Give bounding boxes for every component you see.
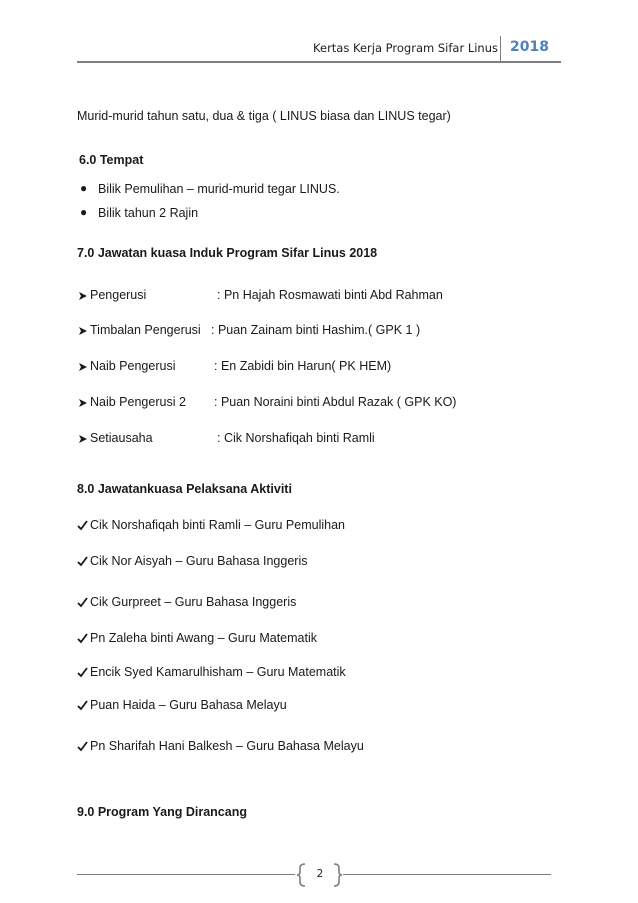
- committee-item: Encik Syed Kamarulhisham – Guru Matematik: [90, 665, 346, 679]
- committee-member: : Puan Zainam binti Hashim.( GPK 1 ): [211, 323, 421, 337]
- committee-role: Naib Pengerusi 2: [90, 395, 186, 409]
- checkmark-icon: [77, 597, 88, 608]
- arrow-bullet-icon: [78, 362, 88, 372]
- bullet-dot-icon: ●: [80, 181, 88, 195]
- checkmark-icon: [77, 700, 88, 711]
- committee-item: Pn Zaleha binti Awang – Guru Matematik: [90, 631, 317, 645]
- footer-rule-left: [77, 874, 295, 875]
- checkmark-icon: [77, 556, 88, 567]
- section-8-heading: 8.0 Jawatankuasa Pelaksana Aktiviti: [77, 482, 292, 496]
- committee-member: : Pn Hajah Rosmawati binti Abd Rahman: [217, 288, 443, 302]
- committee-item: Cik Gurpreet – Guru Bahasa Inggeris: [90, 595, 297, 609]
- page-header: [0, 0, 638, 70]
- checkmark-icon: [77, 741, 88, 752]
- section-7-heading: 7.0 Jawatan kuasa Induk Program Sifar Linus 2018: [77, 246, 378, 260]
- committee-member: : En Zabidi bin Harun( PK HEM): [214, 359, 392, 373]
- section-9-heading: 9.0 Program Yang Dirancang: [77, 805, 247, 819]
- checkmark-icon: [77, 520, 88, 531]
- arrow-bullet-icon: [78, 291, 88, 301]
- header-title: Kertas Kerja Program Sifar Linus: [313, 41, 498, 55]
- committee-role: Setiausaha: [90, 431, 153, 445]
- arrow-bullet-icon: [78, 434, 88, 444]
- bullet-dot-icon: ●: [80, 205, 88, 219]
- header-year: 2018: [510, 39, 549, 55]
- committee-item: Puan Haida – Guru Bahasa Melayu: [90, 698, 287, 712]
- intro-text: Murid-murid tahun satu, dua & tiga ( LINUS biasa dan LINUS tegar): [77, 109, 451, 123]
- committee-role: Pengerusi: [90, 288, 147, 302]
- footer-rule-right: [343, 874, 551, 875]
- section-6-item: Bilik tahun 2 Rajin: [98, 206, 199, 220]
- checkmark-icon: [77, 667, 88, 678]
- header-divider: [500, 36, 501, 62]
- arrow-bullet-icon: [78, 326, 88, 336]
- committee-member: : Cik Norshafiqah binti Ramli: [217, 431, 375, 445]
- checkmark-icon: [77, 633, 88, 644]
- committee-role: Naib Pengerusi: [90, 359, 176, 373]
- section-6-heading: 6.0 Tempat: [79, 153, 144, 167]
- left-brace-icon: [296, 863, 308, 887]
- committee-member: : Puan Noraini binti Abdul Razak ( GPK KO): [214, 395, 457, 409]
- section-6-item: Bilik Pemulihan – murid-murid tegar LINUS.: [98, 182, 340, 196]
- right-brace-icon: [331, 863, 343, 887]
- page-number: 2: [316, 868, 324, 880]
- committee-role: Timbalan Pengerusi: [90, 323, 201, 337]
- committee-item: Cik Nor Aisyah – Guru Bahasa Inggeris: [90, 554, 308, 568]
- committee-item: Pn Sharifah Hani Balkesh – Guru Bahasa Melayu: [90, 739, 364, 753]
- arrow-bullet-icon: [78, 398, 88, 408]
- committee-item: Cik Norshafiqah binti Ramli – Guru Pemulihan: [90, 518, 345, 532]
- header-rule: [77, 61, 561, 63]
